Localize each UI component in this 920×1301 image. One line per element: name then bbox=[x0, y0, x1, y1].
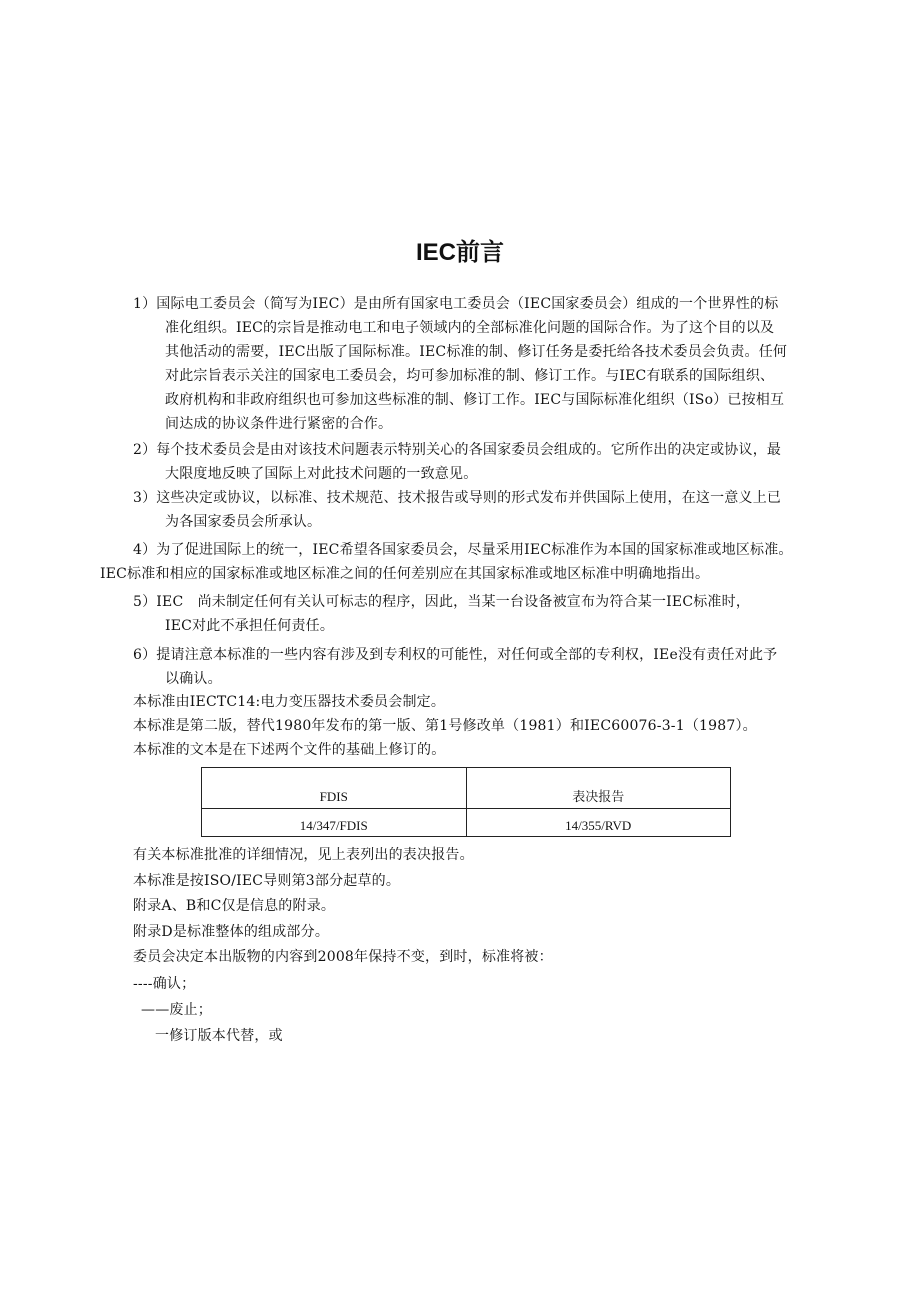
clause-3 bbox=[133, 486, 833, 534]
clause-6-line: 以确认。 bbox=[165, 671, 222, 687]
table-header-row bbox=[202, 768, 731, 809]
clause-2 bbox=[133, 438, 833, 486]
clause-3-line: 为各国家委员会所承认。 bbox=[165, 514, 322, 530]
clause-4-line: IEC标准和相应的国家标准或地区标准之间的任何差别应在其国家标准或地区标准中明确地指出。 bbox=[100, 566, 710, 582]
clause-6 bbox=[133, 643, 833, 691]
table-cell-rvd: 14/355/RVD bbox=[466, 809, 731, 837]
table-header-fdis: FDIS bbox=[202, 768, 467, 809]
note-approval: 有关本标准批准的详细情况，见上表列出的表决报告。 bbox=[133, 847, 474, 863]
clause-5 bbox=[133, 590, 833, 638]
clause-1-line: 其他活动的需要，IEC出版了国际标准。IEC标准的制、修订任务是委托给各技术委员会负责。任何 bbox=[165, 344, 788, 360]
clause-1-line: 准化组织。IEC的宗旨是推动电工和电子领域内的全部标准化问题的国际合作。为了这个目的以及 bbox=[165, 320, 775, 336]
publication-statements bbox=[133, 690, 833, 762]
clause-5-line: 5）IEC 尚未制定任何有关认可标志的程序，因此，当某一台设备被宣布为符合某一IEC标准时， bbox=[133, 594, 751, 610]
clause-5-line: IEC对此不承担任何责任。 bbox=[165, 618, 335, 634]
option-revise: 一修订版本代替，或 bbox=[155, 1028, 283, 1044]
clause-4 bbox=[100, 538, 840, 586]
clause-1-line: 间达成的协议条件进行紧密的合作。 bbox=[165, 416, 393, 432]
note-drafting: 本标准是按ISO/IEC导则第3部分起草的。 bbox=[133, 872, 401, 889]
clause-1 bbox=[133, 292, 833, 436]
option-confirm: ----确认； bbox=[133, 976, 196, 992]
statement-edition: 本标准是第二版，替代1980年发布的第一版、第1号修改单（1981）和IEC60076-3-1（1987）。 bbox=[133, 718, 757, 734]
clause-2-line: 大限度地反映了国际上对此技术问题的一致意见。 bbox=[165, 466, 478, 482]
maintenance-options bbox=[133, 971, 833, 1049]
clause-4-line: 4）为了促进国际上的统一，IEC希望各国家委员会，尽量采用IEC标准作为本国的国家标准或地区标准。 bbox=[133, 542, 793, 558]
clause-1-line: 政府机构和非政府组织也可参加这些标准的制、修订工作。IEC与国际标准化组织（ISo）已按相互 bbox=[165, 392, 785, 408]
note-maintenance: 委员会决定本出版物的内容到2008年保持不变，到时，标准将被： bbox=[133, 949, 553, 965]
note-annex-info: 附录A、B和C仅是信息的附录。 bbox=[133, 898, 336, 914]
note-annex-d: 附录D是标准整体的组成部分。 bbox=[133, 923, 330, 940]
statement-basis: 本标准的文本是在下述两个文件的基础上修订的。 bbox=[133, 742, 446, 758]
clause-1-line: 1）国际电工委员会（简写为IEC）是由所有国家电工委员会（IEC国家委员会）组成的一个世界性的标 bbox=[133, 296, 779, 312]
page-title: IEC前言 bbox=[415, 239, 504, 266]
clause-3-line: 3）这些决定或协议，以标准、技术规范、技术报告或导则的形式发布并供国际上使用，在这一意义上已 bbox=[133, 490, 782, 506]
table-cell-fdis: 14/347/FDIS bbox=[202, 809, 467, 837]
clause-2-line: 2）每个技术委员会是由对该技术问题表示特别关心的各国家委员会组成的。它所作出的决定或协议，最 bbox=[133, 442, 782, 458]
clause-1-line: 对此宗旨表示关注的国家电工委员会，均可参加标准的制、修订工作。与IEC有联系的国际组织、 bbox=[165, 368, 775, 384]
option-withdraw: ——废止； bbox=[141, 1002, 212, 1018]
voting-table bbox=[201, 767, 731, 837]
statement-committee: 本标准由IECTC14:电力变压器技术委员会制定。 bbox=[133, 694, 446, 710]
clause-6-line: 6）提请注意本标准的一些内容有涉及到专利权的可能性，对任何或全部的专利权，IEe没有责任对此予 bbox=[133, 647, 778, 663]
table-row bbox=[202, 809, 731, 837]
after-table-notes bbox=[133, 843, 833, 971]
table-header-report: 表决报告 bbox=[466, 768, 731, 809]
